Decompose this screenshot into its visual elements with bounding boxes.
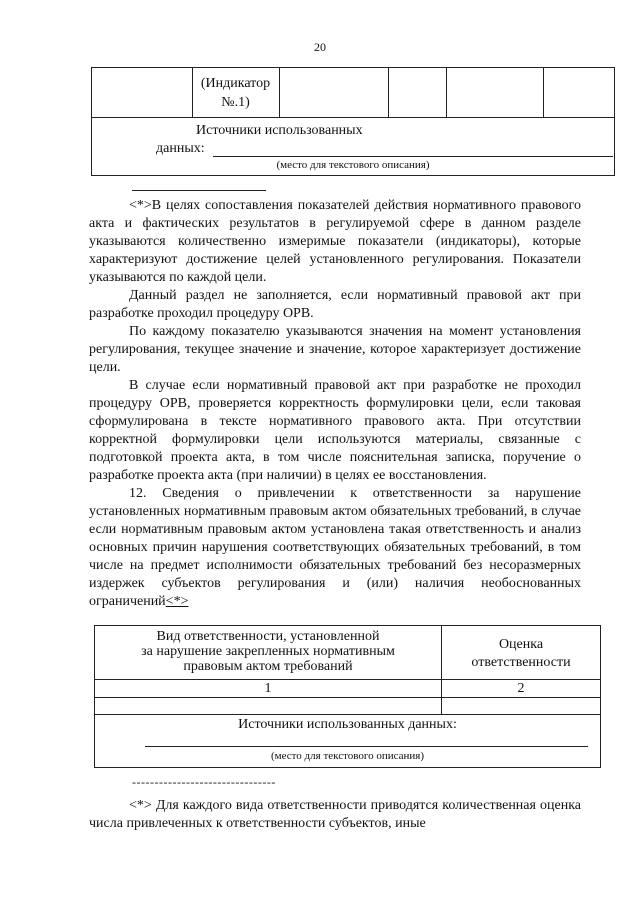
header-text: Оценка — [498, 637, 544, 652]
sources-label-cont: данных: — [156, 141, 205, 156]
footnote-paragraph: <*> Для каждого вида ответственности приводятся количественная оценка числа привлеченных к ответственности субъектов, иные — [89, 798, 581, 831]
footnote-link[interactable]: <*> — [165, 594, 189, 609]
page-number: 20 — [314, 40, 326, 54]
table-cell — [95, 698, 442, 714]
header-text: ответственности — [471, 655, 571, 670]
sources-label: Источники использованных — [196, 123, 363, 138]
indicators-table — [91, 67, 615, 176]
section-12-text: 12. Сведения о привлечении к ответственности за нарушение установленных нормативным правовым актом обязательных требований, в случае если нормативным правовым актом установлена такая ответственность и анализ основных причин нарушения соответствующих обязательных требований, в том числе на предмет исполнимости обязательных требований без несоразмерных издержек субъектов регулирования и (или) наличия необоснованных ограничений — [89, 486, 581, 609]
footnote-paragraph: <*>В целях сопоставления показателей действия нормативного правового акта и фактических результатов в регулируемой сфере в данном разделе указываются количественно измеримые показатели (индикаторы), которые характеризуют достижение целей установленного регулирования. Показатели указываются по каждой цели. — [89, 198, 581, 285]
table-cell — [280, 68, 389, 117]
body-paragraph: В случае если нормативный правовой акт при разработке не проходил процедуру ОРВ, проверяется корректность формулировки цели, если таковая сформулирована в тексте нормативного правового акта. При отсутствии корректной формулировки цели используются материалы, связанные с подготовкой проекта акта, в том числе пояснительная записка, поручение о разработке проекта акта (при наличии) в целях ее восстановления. — [89, 378, 581, 483]
field-caption: (место для текстового описания) — [270, 750, 425, 762]
sources-label: Источники использованных данных: — [238, 717, 457, 732]
header-text: за нарушение закрепленных нормативным — [141, 644, 395, 659]
table-cell — [92, 68, 193, 117]
header-text: правовым актом требований — [183, 659, 353, 674]
indicators-table-row — [92, 68, 614, 118]
column-number: 2 — [442, 680, 600, 698]
section-12-paragraph — [89, 485, 581, 611]
header-text: Вид ответственности, установленной — [156, 629, 380, 644]
body-paragraph: По каждому показателю указываются значения на момент установления регулирования, текущее значение и значение, которое характеризует достижение цели. — [89, 324, 581, 375]
field-caption: (место для текстового описания) — [276, 159, 430, 171]
column-number: 1 — [95, 680, 442, 698]
indicator-label: (Индикатор — [200, 76, 271, 91]
footnote-separator: -------------------------------- — [132, 775, 276, 789]
footnote-separator — [132, 190, 266, 191]
table-cell — [446, 68, 544, 117]
header-liability-type — [95, 626, 442, 680]
text-entry-line — [213, 156, 613, 157]
text-entry-line — [145, 746, 588, 747]
header-liability-assessment — [442, 626, 600, 680]
liability-table — [94, 625, 601, 768]
indicator-cell — [192, 68, 280, 117]
indicator-number: №.1) — [221, 95, 250, 110]
body-paragraph: Данный раздел не заполняется, если нормативный правовой акт при разработке проходил процедуру ОРВ. — [89, 288, 581, 321]
table-cell — [388, 68, 447, 117]
